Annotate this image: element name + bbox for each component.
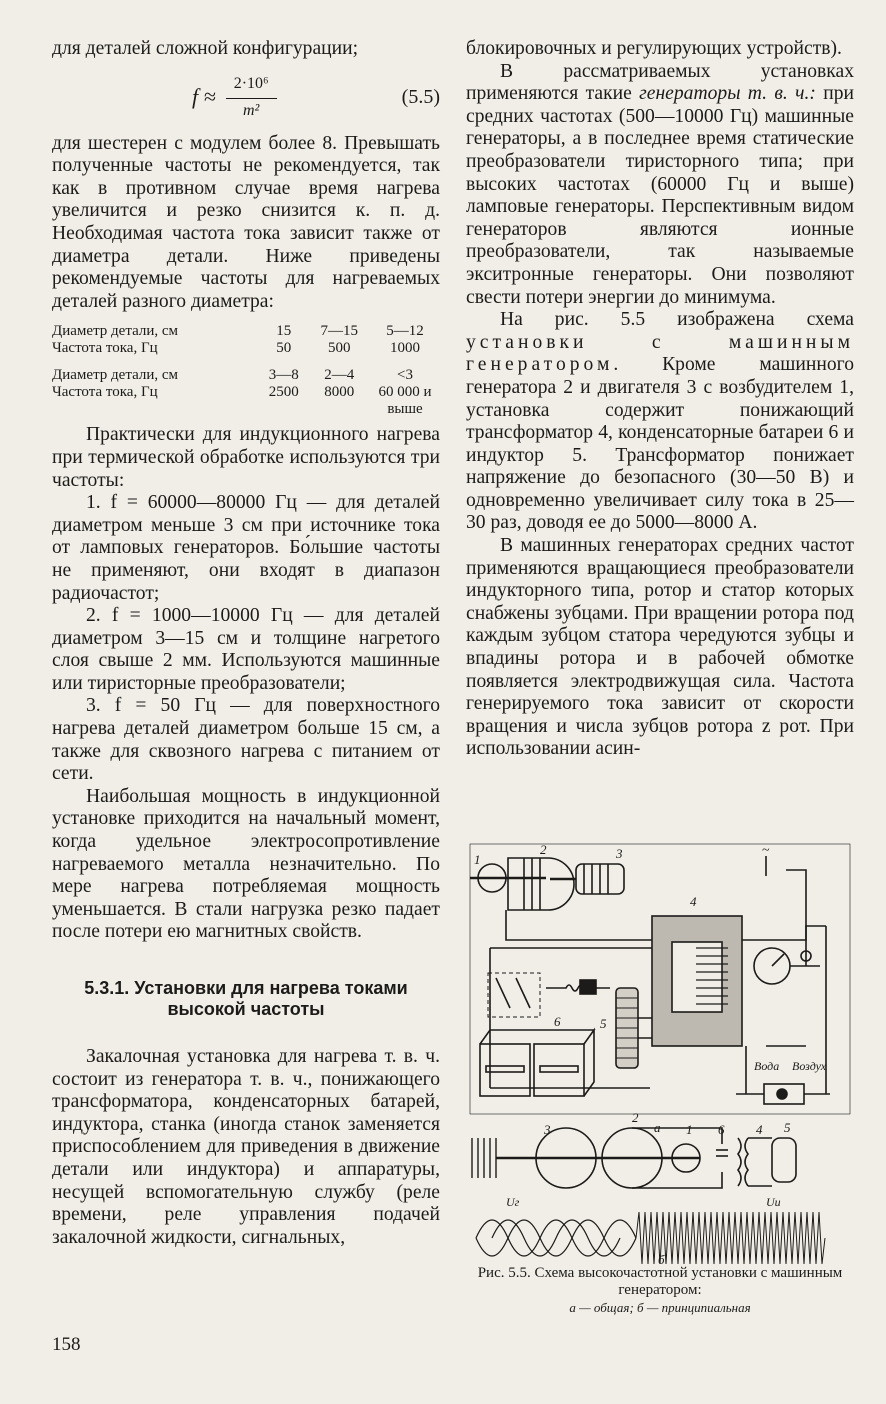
paragraph: блокировочных и регулирующих устройств). xyxy=(466,38,842,59)
part-b-label: б xyxy=(658,1252,665,1267)
table-cell: 3—8 xyxy=(268,367,299,384)
caption-subtext: а — общая; б — принципиальная xyxy=(569,1300,751,1315)
table-cell: 8000 xyxy=(324,384,355,401)
emphasis-text: генераторы т. в. ч.: xyxy=(639,83,816,105)
formula-5-5 xyxy=(52,67,440,129)
list-item: 2. f = 1000—10000 Гц — для деталей диаметром 3—15 см и толщине нагретого слоя свыше 2 мм. Используются машинные или тиристорные преобразователи; xyxy=(52,605,440,694)
label-1: 1 xyxy=(474,852,481,867)
table-row xyxy=(52,367,440,384)
table-cell: <3 xyxy=(397,367,413,384)
formula-numerator: 2·10⁶ xyxy=(226,73,277,99)
ac-label: ~ xyxy=(762,843,770,858)
paragraph: Наибольшая мощность в индукционной установке приходится на начальный момент, когда удельное электросопротивление нагреваемого металла незначительно. По мере нагрева потребляемая мощность уменьшается. В стали нагрузка резко падает после потери ею магнитных свойств. xyxy=(52,785,440,943)
part-a-label: а xyxy=(654,1120,661,1135)
formula-lhs: f ≈ xyxy=(192,84,216,110)
row-label: Диаметр детали, см xyxy=(52,367,179,384)
paragraph: Закалочная установка для нагрева т. в. ч. состоит из генератора т. в. ч., понижающего трансформатора, конденсаторных батарей, индуктора, станка (иногда станок заменяется приспособлением для приведения в движение детали или индуктора) и аппаратуры, несущей вспомогательную службу (реле времени, реле управления подачей закалочной жидкости, сигнальных, xyxy=(52,1046,440,1248)
label-5: 5 xyxy=(600,1016,607,1031)
air-label: Воздух xyxy=(792,1059,827,1073)
label-3: 3 xyxy=(616,846,623,861)
frequency-table xyxy=(52,323,440,418)
label-1b: 1 xyxy=(686,1122,693,1137)
section-heading: 5.3.1. Установки для нагрева токами высокой частоты xyxy=(84,978,408,1019)
table-cell: 50 xyxy=(276,340,292,357)
text-span: В рассматриваемых установках применяются такие xyxy=(466,60,854,105)
low-frequency-wave xyxy=(476,1220,636,1256)
figure-5-5 xyxy=(466,838,854,1268)
text-span: при средних частотах (500—10000 Гц) машинные генераторы, а в последнее время статические преобразователи тиристорного типа; при высоких частотах (60000 Гц и выше) ламповые генераторы. Перспективным видом генераторов являются ионные преобразователи, так называемые экситронные генераторы. Они позволяют свести потери энергии до минимума. xyxy=(466,83,854,308)
formula-number: (5.5) xyxy=(401,86,440,109)
figure-caption xyxy=(460,1265,860,1316)
text-span: На рис. 5.5 изображена схема xyxy=(500,309,854,331)
paragraph: В машинных генераторах средних частот применяются вращающиеся преобразователи индукторного типа, ротор и статор которых снабжены зубцами. При вращении ротора под каждым зубцом статора чередуются зубцы и впадины ротора и в рабочей обмотке появляется электродвижущая сила. Частота генерируемого тока зависит от скорости вращения и числа зубцов ротора z рот. При использовании асин- xyxy=(466,535,854,760)
formula-fraction xyxy=(226,73,277,122)
table-row xyxy=(52,340,440,357)
general-scheme xyxy=(470,844,850,1114)
paragraph xyxy=(466,61,854,310)
page-number: 158 xyxy=(52,1334,81,1355)
inductor-coil-icon xyxy=(772,1138,796,1182)
list-item: 3. f = 50 Гц — для поверхностного нагрева деталей диаметром больше 15 см, а также для сквозного нагрева с питанием от сети. xyxy=(52,695,440,785)
row-label: Частота тока, Гц xyxy=(52,340,158,357)
label-5b: 5 xyxy=(784,1120,791,1135)
paragraph xyxy=(466,309,854,535)
table-cell: 60 000 и выше xyxy=(378,384,432,418)
text-span: . Кроме машинного генератора 2 и двигателя 3 с возбудителем 1, установка содержит понижающий трансформатор 4, конденсаторные батареи 6 и индуктор 5. Трансформатор понижает напряжение до безопасного (30—50 В) и одновременно увеличивает силу тока в 25—30 раз, доводя ее до 5000—8000 А. xyxy=(466,354,854,534)
label-6b: 6 xyxy=(718,1122,725,1137)
label-4: 4 xyxy=(690,894,697,909)
table-cell: 2—4 xyxy=(324,367,355,384)
table-cell: 1000 xyxy=(390,340,420,357)
table-cell: 15 xyxy=(276,323,292,340)
paragraph: для деталей сложной конфигурации; xyxy=(52,38,359,59)
list-item: 1. f = 60000—80000 Гц — для деталей диаметром меньше 3 см при источнике тока от ламповых генераторов. Бо́льшие частоты не применяют, они входят в диапазон радиочастот; xyxy=(52,492,440,604)
label-2b: 2 xyxy=(632,1110,639,1125)
ug-label: Uг xyxy=(506,1195,520,1209)
label-6: 6 xyxy=(554,1014,561,1029)
caption-text: Рис. 5.5. Схема высокочастотной установки с машинным генератором: xyxy=(477,1265,843,1298)
generator-icon xyxy=(508,858,574,910)
formula-denominator: m² xyxy=(242,101,260,119)
row-label: Частота тока, Гц xyxy=(52,384,158,401)
spaced-text: установки с машинным генератором xyxy=(466,331,854,376)
label-4b: 4 xyxy=(756,1122,763,1137)
table-cell: 2500 xyxy=(268,384,299,401)
water-label: Вода xyxy=(754,1059,780,1073)
table-cell: 5—12 xyxy=(386,323,424,340)
table-row xyxy=(52,384,440,418)
label-2: 2 xyxy=(540,842,547,857)
ui-label: Uи xyxy=(766,1195,781,1209)
table-row xyxy=(52,323,440,340)
paragraph: Практически для индукционного нагрева при термической обработке используются три частоты: xyxy=(52,424,440,491)
table-cell: 500 xyxy=(327,340,351,357)
table-cell: 7—15 xyxy=(320,323,358,340)
paragraph: для шестерен с модулем более 8. Превышать полученные частоты не рекомендуется, так как в противном случае время нагрева увеличится и резко снизится к. п. д. Необходимая частота тока зависит также от диаметра детали. Ниже приведены рекомендуемые частоты для нагреваемых деталей разного диаметра: xyxy=(52,132,440,312)
right-column xyxy=(466,38,854,761)
row-label: Диаметр детали, см xyxy=(52,323,179,340)
label-3b: 3 xyxy=(544,1122,551,1137)
left-column xyxy=(52,38,440,1249)
